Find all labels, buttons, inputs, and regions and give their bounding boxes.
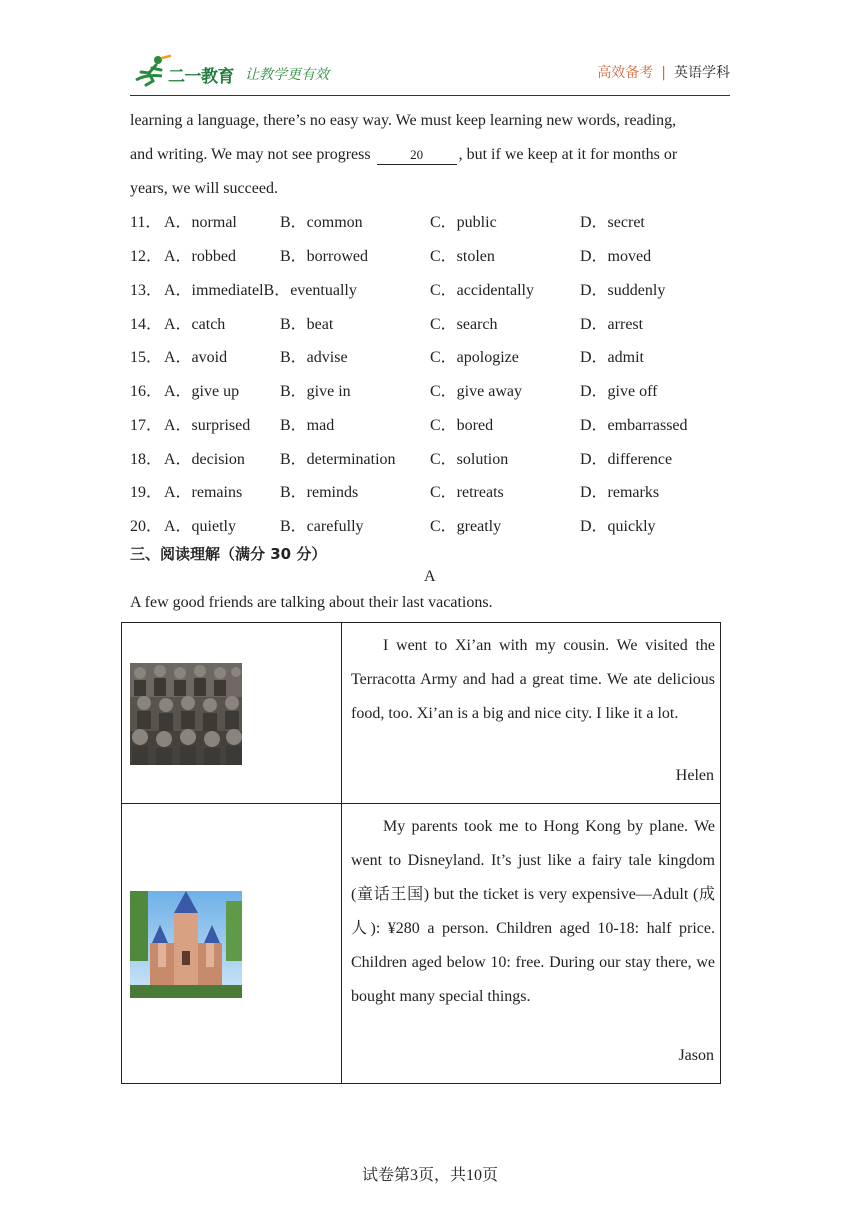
question-row — [130, 206, 730, 240]
option-c: C．give away — [430, 383, 522, 400]
option-d: D．arrest — [580, 316, 644, 333]
question-row — [130, 476, 730, 510]
entry-name-helen: Helen — [675, 767, 714, 784]
question-number: 19． — [130, 484, 163, 501]
option-b: B．advise — [280, 349, 348, 366]
option-b: B．carefully — [280, 518, 364, 535]
passage-line-2-end: , but if we keep at it for months or — [458, 146, 678, 163]
page-header — [130, 52, 730, 96]
option-d: D．suddenly — [580, 282, 666, 299]
question-number: 14． — [130, 316, 163, 333]
question-row — [130, 510, 730, 544]
runner-logo-icon — [132, 54, 172, 88]
passage-label: A — [424, 568, 436, 585]
header-tag-exam: 高效备考 — [597, 65, 654, 81]
option-a: A．remains — [164, 484, 243, 501]
vacation-table — [121, 622, 721, 1084]
option-b: B．mad — [280, 417, 335, 434]
option-d: D．secret — [580, 214, 645, 231]
option-b: B．borrowed — [280, 248, 368, 265]
option-b: B．beat — [280, 316, 334, 333]
option-d: D．moved — [580, 248, 652, 265]
question-row — [130, 341, 730, 375]
entry-text-helen: I went to Xi’an with my cousin. We visited the Terracotta Army and had a great time. We ate delicious food, too. Xi’an is a big and nice city. I like it a lot. — [351, 637, 715, 722]
page-footer: 试卷第3页，共10页 — [361, 1167, 498, 1184]
option-d: D．give off — [580, 383, 658, 400]
question-number: 15． — [130, 349, 163, 366]
question-number: 20． — [130, 518, 163, 535]
option-b: B．determination — [280, 451, 396, 468]
entry-name-jason: Jason — [678, 1047, 714, 1064]
option-b: B．common — [280, 214, 363, 231]
option-a-b: A．immediatelB．eventually — [164, 282, 357, 299]
passage-line-2-start: and writing. We may not see progress — [130, 146, 371, 163]
option-c: C．apologize — [430, 349, 519, 366]
option-c: C．bored — [430, 417, 494, 434]
option-b: B．reminds — [280, 484, 359, 501]
option-d: D．remarks — [580, 484, 660, 501]
option-c: C．accidentally — [430, 282, 534, 299]
question-number: 16． — [130, 383, 163, 400]
option-c: C．greatly — [430, 518, 502, 535]
question-row — [130, 308, 730, 342]
question-row — [130, 409, 730, 443]
option-d: D．difference — [580, 451, 673, 468]
option-c: C．retreats — [430, 484, 504, 501]
question-row — [130, 375, 730, 409]
disney-castle-photo — [130, 891, 242, 998]
question-number: 17． — [130, 417, 163, 434]
option-a: A．catch — [164, 316, 226, 333]
option-a: A．surprised — [164, 417, 251, 434]
option-d: D．embarrassed — [580, 417, 688, 434]
option-b: B．give in — [280, 383, 351, 400]
option-a: A．robbed — [164, 248, 236, 265]
section-title: 三、阅读理解（满分 30 分） — [130, 545, 327, 563]
question-number: 12． — [130, 248, 163, 265]
option-a: A．give up — [164, 383, 240, 400]
question-row — [130, 240, 730, 274]
question-row — [130, 443, 730, 477]
entry-text-jason: My parents took me to Hong Kong by plane. We went to Disneyland. It’s just like a fairy tale kingdom (童话王国) but the ticket is very expensive—Adult (成人): ¥280 a person. Children aged 10-18: half price. Children aged below 10: free. During our stay there, we bought many special things. — [351, 818, 715, 1005]
passage-line-2 — [130, 138, 732, 172]
logo — [132, 54, 352, 90]
option-c: C．search — [430, 316, 498, 333]
option-d: D．admit — [580, 349, 644, 366]
passage-intro: A few good friends are talking about their last vacations. — [130, 594, 493, 611]
option-a: A．decision — [164, 451, 245, 468]
passage-text — [130, 104, 732, 206]
option-c: C．public — [430, 214, 497, 231]
question-number: 13． — [130, 282, 163, 299]
option-d: D．quickly — [580, 518, 656, 535]
blank-20: 20 — [377, 146, 457, 165]
header-tags — [597, 62, 730, 82]
table-row-divider — [122, 803, 720, 804]
terracotta-army-photo — [130, 663, 242, 765]
question-number: 11． — [130, 214, 162, 231]
option-a: A．avoid — [164, 349, 228, 366]
passage-line-1: learning a language, there’s no easy way. We must keep learning new words, reading, — [130, 112, 677, 129]
header-separator: | — [661, 65, 666, 81]
header-tag-subject: 英语学科 — [674, 65, 730, 81]
logo-text: 二一教育 — [168, 67, 234, 87]
question-row — [130, 274, 730, 308]
option-a: A．quietly — [164, 518, 236, 535]
table-column-divider — [341, 623, 342, 1083]
passage-line-3: years, we will succeed. — [130, 180, 278, 197]
option-c: C．stolen — [430, 248, 495, 265]
option-c: C．solution — [430, 451, 509, 468]
option-a: A．normal — [164, 214, 237, 231]
header-divider — [130, 95, 730, 96]
logo-slogan: 让教学更有效 — [245, 67, 329, 83]
question-number: 18． — [130, 451, 163, 468]
